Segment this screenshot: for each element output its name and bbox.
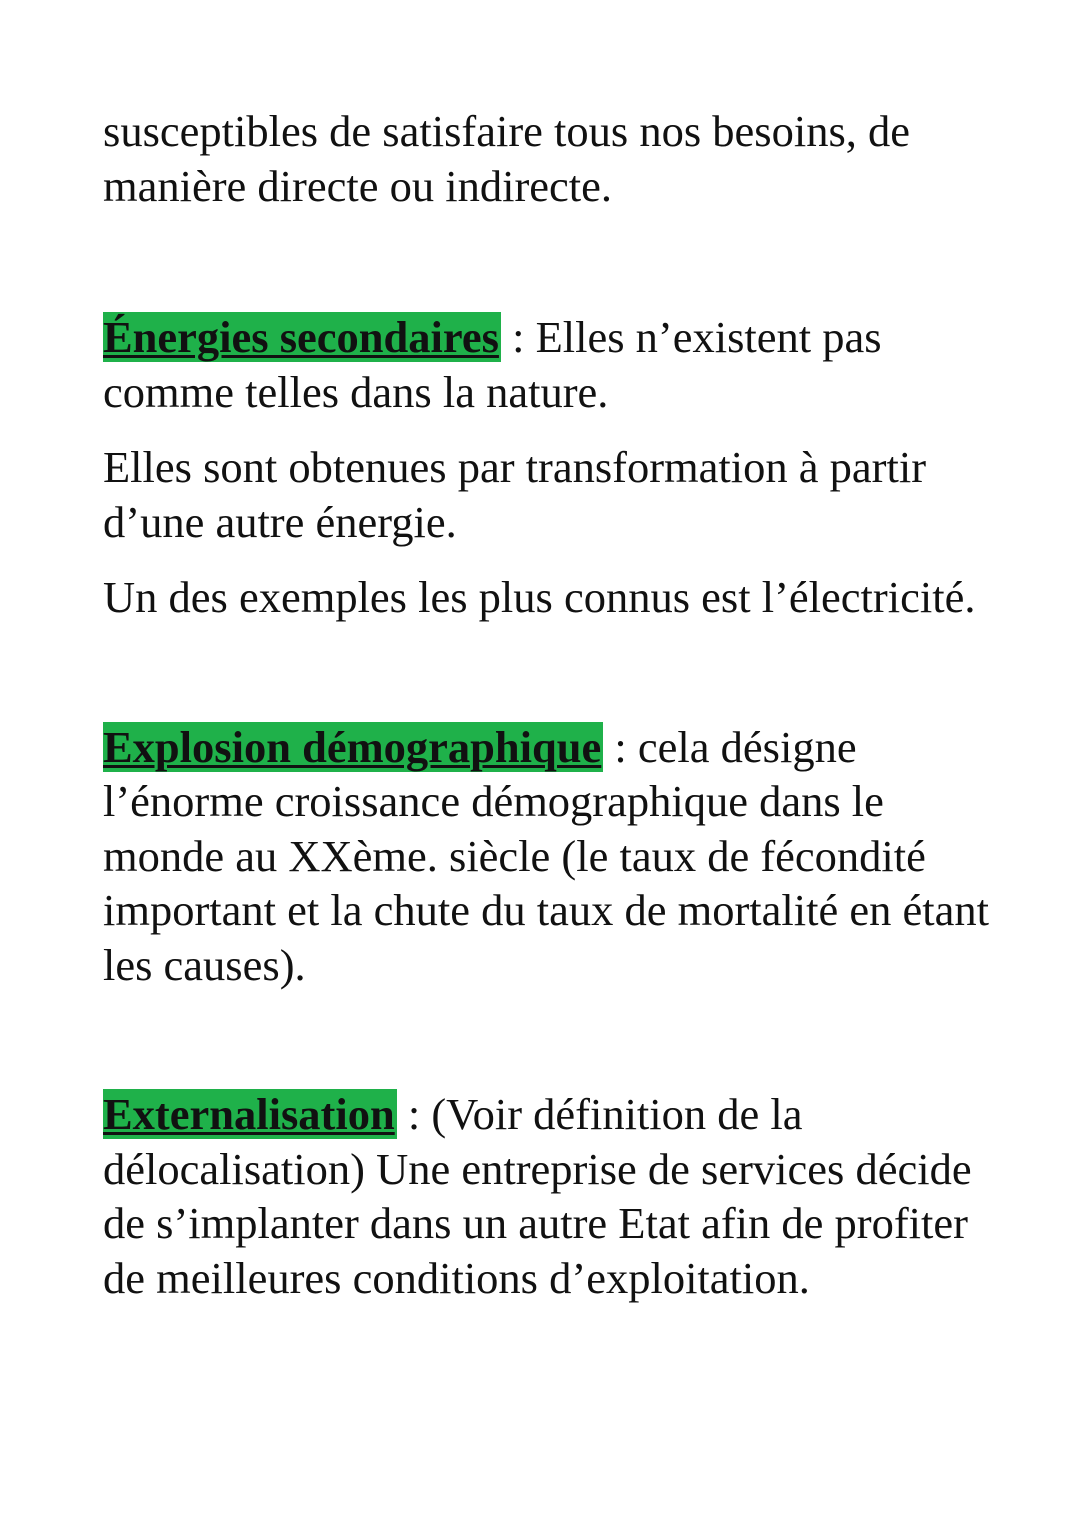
glossary-term: Énergies secondaires <box>103 312 499 362</box>
document-page <box>103 104 1003 1305</box>
definition-text: Elles n’existent pas comme telles dans la nature. <box>103 312 882 417</box>
entry-definition <box>103 310 1003 419</box>
term-separator: : <box>396 1089 432 1139</box>
term-separator: : <box>500 312 536 362</box>
entry-definition <box>103 1087 1003 1305</box>
definition-text: cela désigne l’énorme croissance démographique dans le monde au XXème. siècle (le taux de fécondité important et la chute du taux de mortalité en étant les causes). <box>103 721 989 990</box>
definition-paragraph: Un des exemples les plus connus est l’électricité. <box>103 572 976 622</box>
glossary-entry-explosion-demographique <box>103 720 1003 993</box>
intro-paragraph: susceptibles de satisfaire tous nos besoins, de manière directe ou indirecte. <box>103 106 911 211</box>
glossary-entry-externalisation <box>103 1087 1003 1305</box>
glossary-entry-energies-secondaires <box>103 310 1003 625</box>
definition-text: (Voir définition de la délocalisation) Une entreprise de services décide de s’implanter dans un autre Etat afin de profiter de meilleures conditions d’exploitation. <box>103 1089 972 1303</box>
glossary-term: Explosion démographique <box>103 721 602 772</box>
entry-definition <box>103 720 1003 993</box>
term-separator: : <box>603 721 638 772</box>
definition-paragraph: Elles sont obtenues par transformation à partir d’une autre énergie. <box>103 442 927 547</box>
glossary-term: Externalisation <box>103 1089 395 1139</box>
